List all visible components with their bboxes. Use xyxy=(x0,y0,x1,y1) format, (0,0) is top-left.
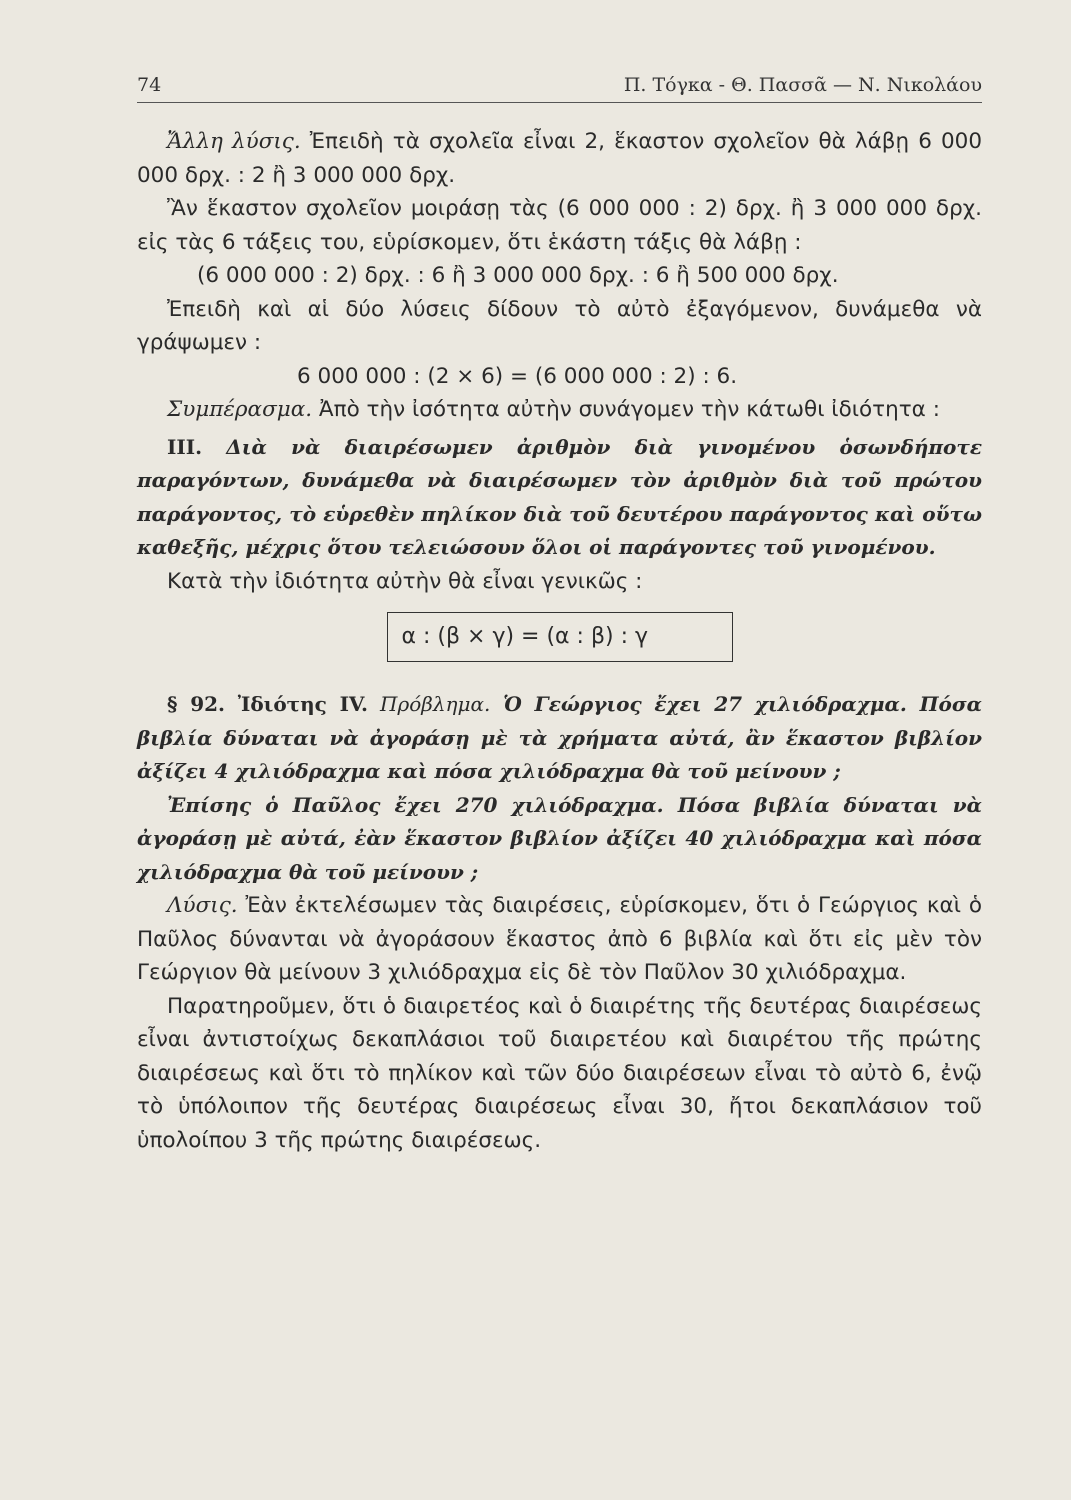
section-text: Ὁ Γεώργιος ἔχει 27 χιλιόδραχμα. Πόσα βιβλία δύναται νὰ ἀγοράσῃ μὲ τὰ χρήματα αὐτά, ἂν ἕκαστον βιβλίον ἀξίζει 4 χιλιόδραχμα καὶ πόσα χιλιόδραχμα θὰ τοῦ μείνουν ; xyxy=(137,692,982,783)
paragraph-conclusion xyxy=(137,393,982,427)
text-alt-solution: Ἐπειδὴ τὰ σχολεῖα εἶναι 2, ἕκαστον σχολεῖον θὰ λάβῃ 6 000 000 δρχ. : 2 ἢ 3 000 000 δρχ. xyxy=(137,129,982,188)
page-body xyxy=(137,125,982,1157)
paragraph-general: Κατὰ τὴν ἰδιότητα αὐτὴν θὰ εἶναι γενικῶς : xyxy=(167,568,643,594)
paragraph-alt-solution xyxy=(137,125,982,192)
rule-text: Διὰ νὰ διαιρέσωμεν ἀριθμὸν διὰ γινομένου ὁσωνδήποτε παραγόντων, δυνάμεθα νὰ διαιρέσωμεν τὸν ἀριθμὸν διὰ τοῦ πρώτου παράγοντος, τὸ εὑρεθὲν πηλίκον διὰ τοῦ δευτέρου παράγοντος καὶ οὕτω καθεξῆς, μέχρις ὅτου τελειώσουν ὅλοι οἱ παράγοντες τοῦ γινομένου. xyxy=(137,434,982,559)
page-number: 74 xyxy=(137,74,162,96)
section-title: Ἰδιότης IV. xyxy=(225,692,368,716)
label-solution: Λύσις. xyxy=(167,893,238,918)
paragraph-solution xyxy=(137,889,982,990)
page-header xyxy=(137,74,982,103)
label-conclusion: Συμπέρασμα. xyxy=(167,397,313,422)
paragraph-distribution: Ἂν ἕκαστον σχολεῖον μοιράσῃ τὰς (6 000 000 : 2) δρχ. ἢ 3 000 000 δρχ. εἰς τὰς 6 τάξεις του, εὑρίσκομεν, ὅτι ἑκάστη τάξις θὰ λάβῃ : xyxy=(137,196,982,255)
equation-identity: 6 000 000 : (2 × 6) = (6 000 000 : 2) : 6. xyxy=(297,363,738,389)
section-label: Πρόβλημα. xyxy=(367,692,491,716)
section-sign: § 92. xyxy=(167,692,225,716)
paragraph-pavlos-problem: Ἐπίσης ὁ Παῦλος ἔχει 270 χιλιόδραχμα. Πόσα βιβλία δύναται νὰ ἀγοράσῃ μὲ αὐτά, ἐὰν ἕκαστον βιβλίον ἀξίζει 40 χιλιόδραχμα καὶ πόσα χιλιόδραχμα θὰ τοῦ μείνουν ; xyxy=(137,792,982,884)
section-92 xyxy=(137,688,982,789)
equation-division-chain: (6 000 000 : 2) δρχ. : 6 ἢ 3 000 000 δρχ. : 6 ἢ 500 000 δρχ. xyxy=(197,263,839,288)
rule-iii xyxy=(137,431,982,565)
text-conclusion: Ἀπὸ τὴν ἰσότητα αὐτὴν συνάγομεν τὴν κάτωθι ἰδιότητα : xyxy=(312,397,940,422)
paragraph-observation: Παρατηροῦμεν, ὅτι ὁ διαιρετέος καὶ ὁ διαιρέτης τῆς δευτέρας διαιρέσεως εἶναι ἀντιστοίχως δεκαπλάσιοι τοῦ διαιρετέου καὶ διαιρέτου τῆς πρώτης διαιρέσεως καὶ ὅτι τὸ πηλίκον καὶ τῶν δύο διαιρέσεων εἶναι τὸ αὐτὸ 6, ἐνῷ τὸ ὑπόλοιπον τῆς δευτέρας διαιρέσεως εἶναι 30, ἤτοι δεκαπλάσιον τοῦ ὑπολοίπου 3 τῆς πρώτης διαιρέσεως. xyxy=(137,993,982,1153)
formula-box-wrapper xyxy=(137,612,982,662)
label-alt-solution: Ἄλλη λύσις. xyxy=(167,129,301,154)
text-solution: Ἐὰν ἐκτελέσωμεν τὰς διαιρέσεις, εὑρίσκομεν, ὅτι ὁ Γεώργιος καὶ ὁ Παῦλος δύνανται νὰ ἀγοράσουν ἕκαστος ἀπὸ 6 βιβλία καὶ ὅτι εἰς μὲν τὸν Γεώργιον θὰ μείνουν 3 χιλιόδραχμα εἰς δὲ τὸν Παῦλον 30 χιλιόδραχμα. xyxy=(137,893,982,985)
paragraph-same-result: Ἐπειδὴ καὶ αἱ δύο λύσεις δίδουν τὸ αὐτὸ ἐξαγόμενον, δυνάμεθα νὰ γράψωμεν : xyxy=(137,296,982,355)
formula-box: α : (β × γ) = (α : β) : γ xyxy=(387,612,733,662)
running-head-authors: Π. Τόγκα - Θ. Πασσᾶ — Ν. Νικολάου xyxy=(623,74,982,96)
rule-number: III. xyxy=(167,434,203,459)
